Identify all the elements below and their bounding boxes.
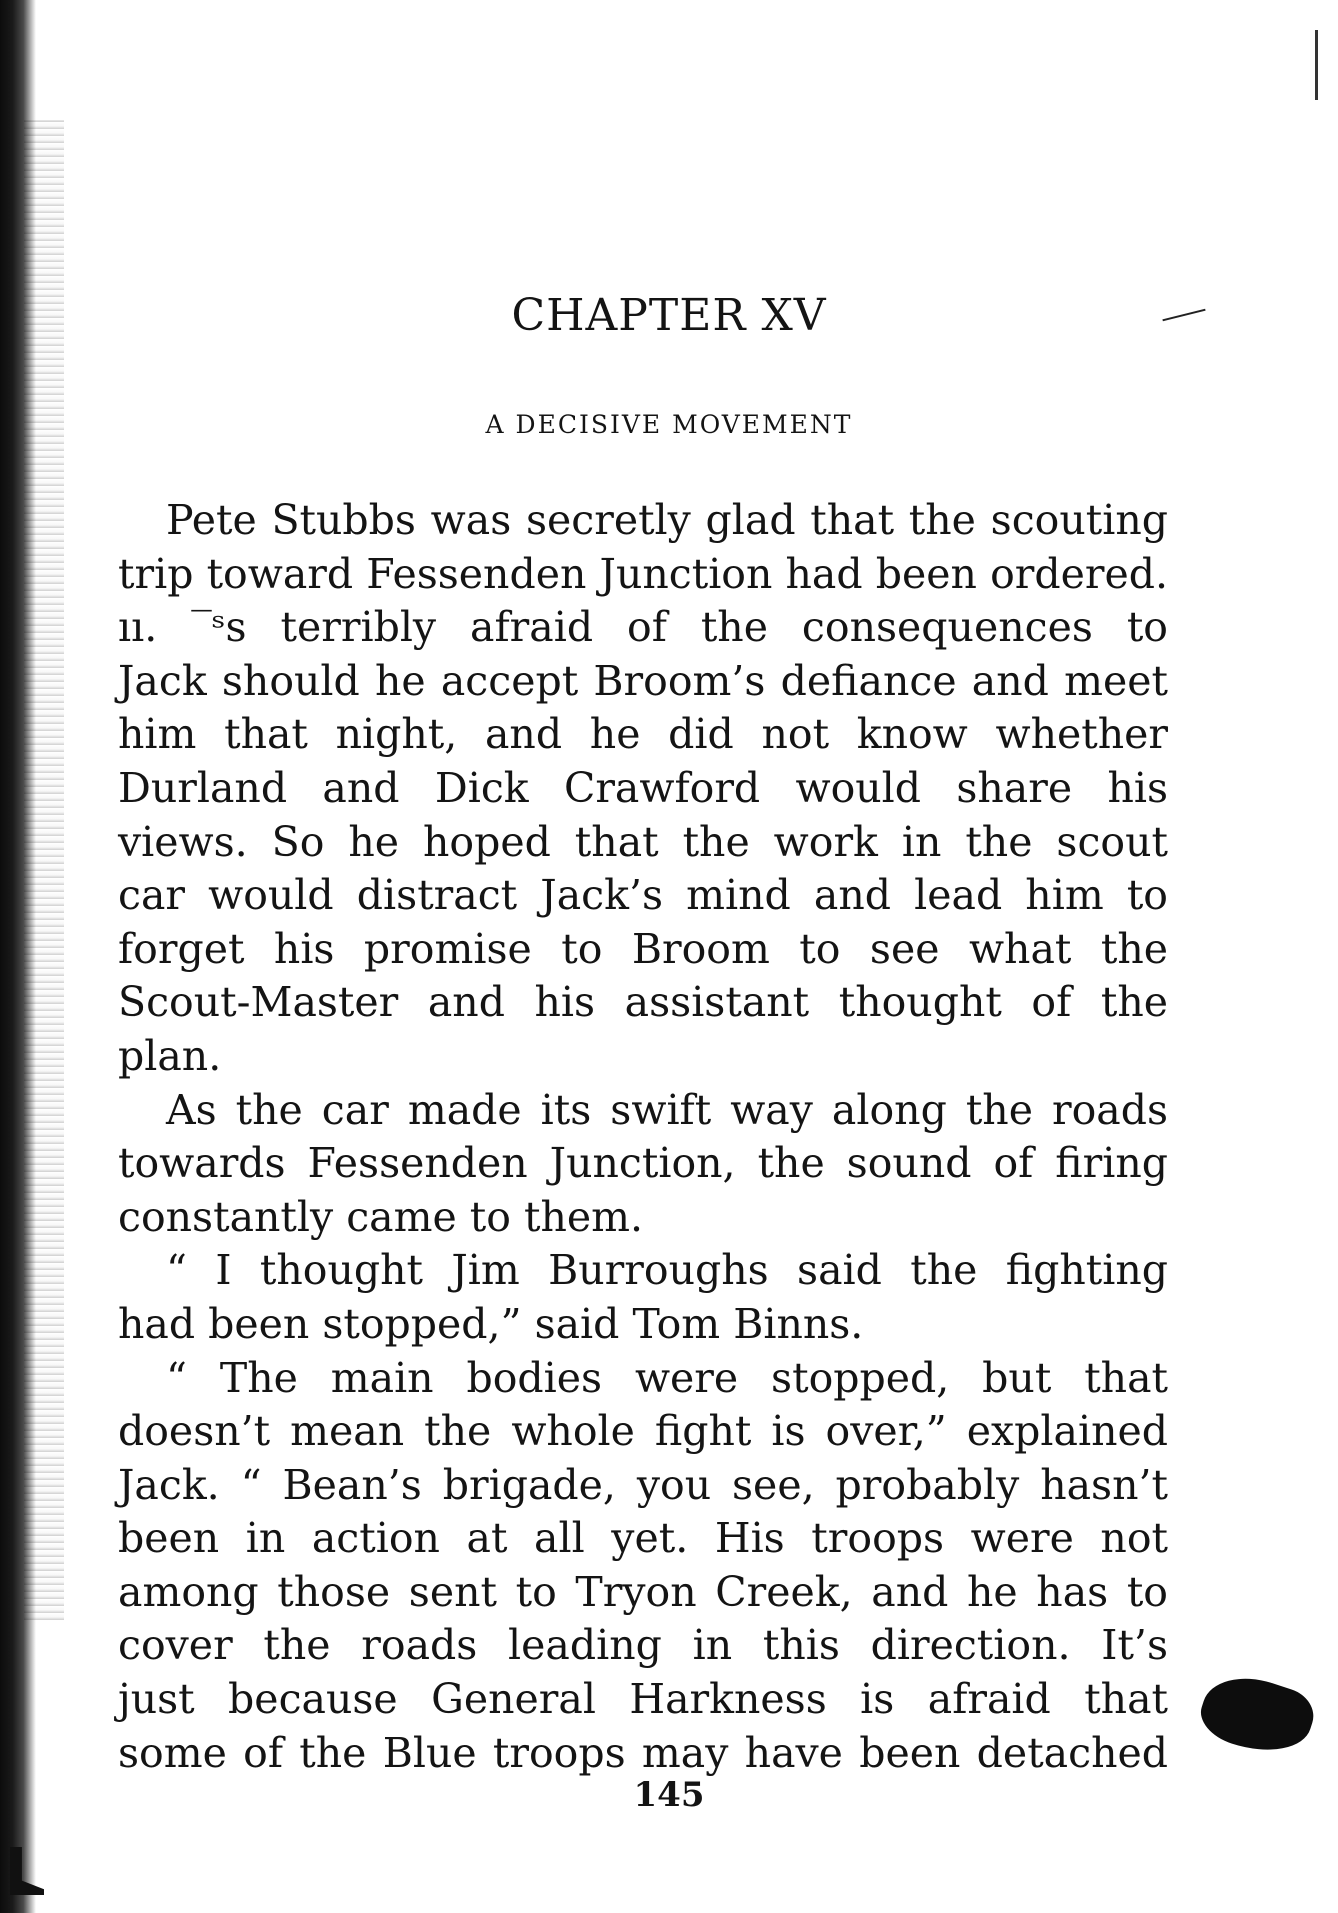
text-line: Durland and Dick Crawford would share his <box>118 763 1168 812</box>
page-number: 145 <box>633 1775 705 1815</box>
text-line: Scout-Master and his assistant thought of the <box>118 978 1168 1027</box>
text-line: had been stopped,” said Tom Binns. <box>118 1299 864 1348</box>
chapter-subtitle: A DECISIVE MOVEMENT <box>485 410 853 439</box>
binding-speckle <box>24 120 64 1620</box>
text-line: As the car made its swift way along the roads <box>166 1085 1168 1134</box>
text-line: towards Fessenden Junction, the sound of firing <box>118 1139 1168 1188</box>
text-line: views. So he hoped that the work in the scout <box>118 817 1168 866</box>
text-line: car would distract Jack’s mind and lead him to <box>118 871 1168 920</box>
text-line: trip toward Fessenden Junction had been ordered. <box>118 549 1168 598</box>
text-line: constantly came to them. <box>118 1192 644 1241</box>
text-line: just because General Harkness is afraid that <box>118 1675 1168 1724</box>
text-line: some of the Blue troops may have been detached <box>118 1728 1168 1777</box>
chapter-title: CHAPTER XV <box>511 290 827 341</box>
text-line: doesn’t mean the whole fight is over,” explained <box>118 1407 1168 1456</box>
scan-edge-tick <box>1315 30 1318 100</box>
text-line: among those sent to Tryon Creek, and he has to <box>118 1567 1168 1616</box>
ink-blot <box>1194 1665 1320 1766</box>
text-line: him that night, and he did not know whether <box>118 710 1168 759</box>
text-line: “ I thought Jim Burroughs said the fighting <box>166 1246 1168 1295</box>
text-line: Jack should he accept Broom’s defiance and meet <box>118 656 1168 705</box>
text-line: been in action at all yet. His troops were not <box>118 1514 1168 1563</box>
text-line: “ The main bodies were stopped, but that <box>166 1353 1168 1402</box>
text-line: cover the roads leading in this direction. It’s <box>118 1621 1168 1670</box>
text-line: ıı. ‾ˢs terribly afraid of the consequences to <box>118 603 1168 652</box>
text-line: forget his promise to Broom to see what the <box>118 924 1168 973</box>
body-text <box>118 494 1168 1780</box>
text-line: plan. <box>118 1031 222 1080</box>
text-line: Pete Stubbs was secretly glad that the scouting <box>166 496 1168 544</box>
text-line: Jack. “ Bean’s brigade, you see, probably hasn’t <box>118 1460 1168 1509</box>
